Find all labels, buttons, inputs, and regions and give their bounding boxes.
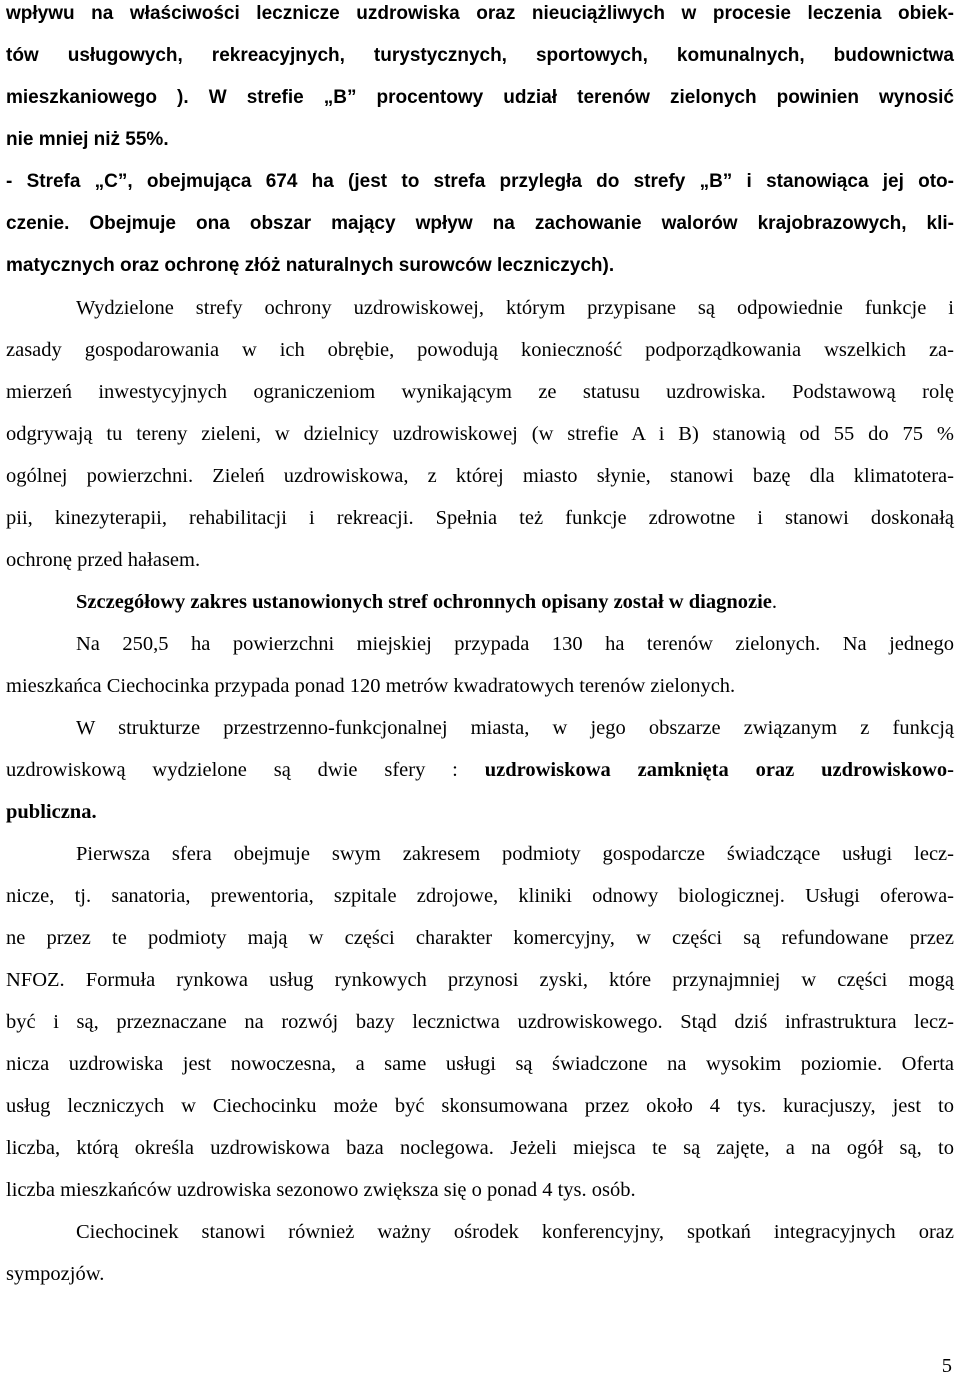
text-line: - Strefa „C”, obejmująca 674 ha (jest to strefa przyległa do strefy „B” i stanowiąca jej oto- bbox=[6, 171, 954, 192]
bold-sentence-period: . bbox=[771, 591, 777, 613]
bold-sentence bbox=[76, 590, 954, 614]
text-line: Pierwsza sfera obejmuje swym zakresem podmioty gospodarcze świadczące usługi lecz- bbox=[76, 843, 954, 865]
text-line: NFOZ. Formuła rynkowa usług rynkowych przynosi zyski, które przynajmniej w części mogą bbox=[6, 969, 954, 991]
text-line: odgrywają tu tereny zieleni, w dzielnicy uzdrowiskowej (w strefie A i B) stanowią od 55 do 75 % bbox=[6, 423, 954, 445]
text-line: zasady gospodarowania w ich obrębie, powodują konieczność podporządkowania wszelkich za- bbox=[6, 339, 954, 361]
bold-span: uzdrowiskowa zamknięta oraz uzdrowiskowo- bbox=[484, 759, 954, 781]
text-line: tów usługowych, rekreacyjnych, turystycznych, sportowych, komunalnych, budownictwa bbox=[6, 45, 954, 66]
page-number: 5 bbox=[941, 1355, 952, 1377]
text-line: liczba, którą określa uzdrowiskowa baza noclegowa. Jeżeli miejsca te są zajęte, a na ogół są, to bbox=[6, 1137, 954, 1159]
text-line: nicze, tj. sanatoria, prewentoria, szpitale zdrojowe, kliniki odnowy biologicznej. Usługi oferowa- bbox=[6, 885, 954, 907]
text-line: ochronę przed hałasem. bbox=[6, 549, 201, 571]
text-line: ne przez te podmioty mają w części charakter komercyjny, w części są refundowane przez bbox=[6, 927, 954, 949]
text-line: nicza uzdrowiska jest nowoczesna, a same usługi są świadczone na wysokim poziomie. Oferta bbox=[6, 1053, 954, 1075]
text-line: matycznych oraz ochronę złóż naturalnych surowców leczniczych). bbox=[6, 255, 615, 276]
text-line: Wydzielone strefy ochrony uzdrowiskowej, którym przypisane są odpowiednie funkcje i bbox=[76, 297, 954, 319]
text-line: nie mniej niż 55%. bbox=[6, 129, 169, 150]
text-line-mixed bbox=[6, 758, 954, 782]
text-line: usług leczniczych w Ciechocinku może być skonsumowana przez około 4 tys. kuracjuszy, jest to bbox=[6, 1095, 954, 1117]
text-line: być i są, przeznaczane na rozwój bazy lecznictwa uzdrowiskowego. Stąd dziś infrastruktura lecz- bbox=[6, 1011, 954, 1033]
text-line: Ciechocinek stanowi również ważny ośrodek konferencyjny, spotkań integracyjnych oraz bbox=[76, 1221, 954, 1243]
text-line: pii, kinezyterapii, rehabilitacji i rekreacji. Spełnia też funkcje zdrowotne i stanowi doskonałą bbox=[6, 507, 954, 529]
text-span: uzdrowiskową wydzielone są dwie sfery : bbox=[6, 759, 485, 781]
text-line: publiczna. bbox=[6, 801, 97, 823]
text-line: Na 250,5 ha powierzchni miejskiej przypada 130 ha terenów zielonych. Na jednego bbox=[76, 633, 954, 655]
text-line: sympozjów. bbox=[6, 1263, 105, 1285]
text-line: wpływu na właściwości lecznicze uzdrowiska oraz nieuciążliwych w procesie leczenia obiek- bbox=[6, 3, 954, 24]
text-line: mierzeń inwestycyjnych ograniczeniom wynikającym ze statusu uzdrowiska. Podstawową rolę bbox=[6, 381, 954, 403]
text-line: liczba mieszkańców uzdrowiska sezonowo zwiększa się o ponad 4 tys. osób. bbox=[6, 1179, 636, 1201]
text-line: mieszkaniowego ). W strefie „B” procentowy udział terenów zielonych powinien wynosić bbox=[6, 87, 954, 108]
text-line: czenie. Obejmuje ona obszar mający wpływ na zachowanie walorów krajobrazowych, kli- bbox=[6, 213, 954, 234]
text-line: W strukturze przestrzenno-funkcjonalnej miasta, w jego obszarze związanym z funkcją bbox=[76, 717, 954, 739]
text-line: mieszkańca Ciechocinka przypada ponad 120 metrów kwadratowych terenów zielonych. bbox=[6, 675, 736, 697]
bold-sentence-text: Szczegółowy zakres ustanowionych stref ochronnych opisany został w diagnozie bbox=[76, 591, 772, 613]
text-line: ogólnej powierzchni. Zieleń uzdrowiskowa, z której miasto słynie, stanowi bazę dla klimatotera- bbox=[6, 465, 954, 487]
